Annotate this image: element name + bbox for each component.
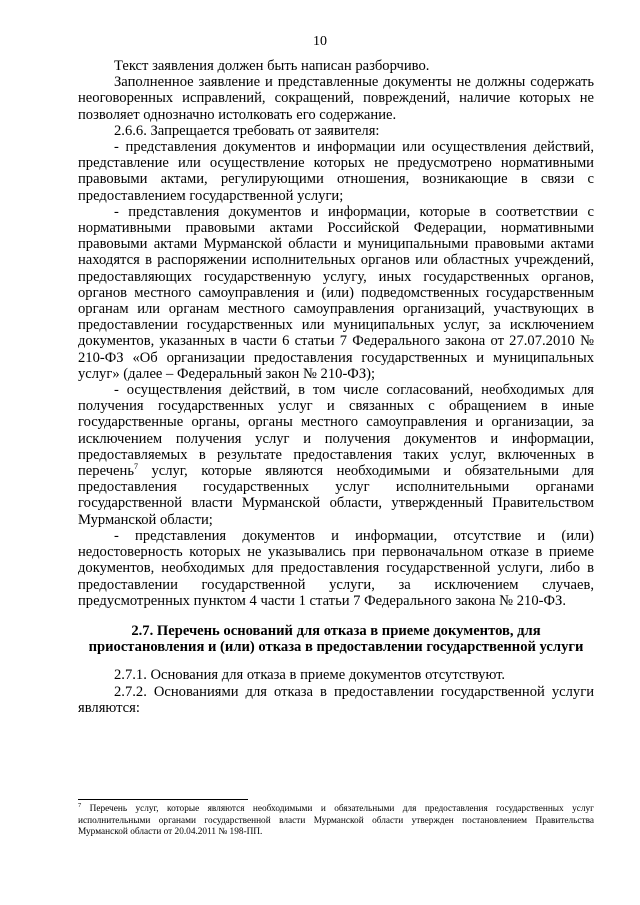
footnote-mark: 7 [78,801,82,809]
footnote [78,801,594,839]
paragraph-2-7-1: 2.7.1. Основания для отказа в приеме документов отсутствуют. [114,667,506,684]
page-number: 10 [313,34,327,49]
paragraph-prohibition-3 [78,382,594,528]
paragraph-prohibition-3-text-before: - осуществления действий, в том числе согласований, необходимых для получения государственных услуг и связанных с обращением в иные государственные органы, органы местного самоуправления и организации, за исключением получения услуг и получения документов и информации, предоставляемых в результате предоставления таких услуг, включенных в перечень [78,382,594,480]
footnote-text: Перечень услуг, которые являются необходимыми и обязательными для предоставления государственных услуг исполнительными органами государственной власти Мурманской области утвержден постановлением Правительства Мурманской области от 20.04.2011 № 198-ПП. [78,804,594,837]
paragraph-legibility: Текст заявления должен быть написан разборчиво. [114,58,430,74]
paragraph-prohibition-2: - представления документов и информации, которые в соответствии с нормативными правовыми актами Российской Федерации, нормативными правовыми актами Мурманской области и муниципальными правовыми актами находятся в распоряжении исполнительных органов или областных учреждений, предоставляющих государственную услугу, иных государственных органов, органов местного самоуправления и (или) подведомственных государственным органам или органам местного самоуправления организаций, участвующих в предоставлении государственных или муниципальных услуг, за исключением документов, указанных в части 6 статьи 7 Федерального закона от 27.07.2010 № 210-ФЗ «Об организации предоставления государственных и муниципальных услуг» (далее – Федеральный закон № 210-ФЗ); [78,203,594,382]
paragraph-prohibition-1: - представления документов и информации или осуществления действий, представление или осуществление которых не предусмотрено нормативными правовыми актами, регулирующими отношения, возникающие в связи с предоставлением государственной услуги; [78,139,594,204]
paragraph-prohibition-3-text-after: услуг, которые являются необходимыми и обязательными для предоставления государственных услуг исполнительными органами государственной власти Мурманской области, утвержденный Правительством Мурманской области; [78,463,594,528]
section-heading-2-7: 2.7. Перечень оснований для отказа в приеме документов, для приостановления и (или) отказа в предоставлении государственной услуги [88,622,584,656]
paragraph-2-7-2: 2.7.2. Основаниями для отказа в предоставлении государственной услуги являются: [78,683,594,716]
paragraph-no-corrections: Заполненное заявление и представленные документы не должны содержать неоговоренных исправлений, сокращений, повреждений, наличие которых не позволяет однозначно истолковать его содержание. [78,74,594,123]
footnote-separator [78,799,248,800]
document-body [78,58,594,716]
footnote-reference: 7 [133,462,138,472]
paragraph-prohibition-4: - представления документов и информации, отсутствие и (или) недостоверность которых не указывались при первоначальном отказе в приеме документов, необходимых для предоставления государственной услуги, либо в предоставлении государственной услуги, за исключением случаев, предусмотренных пунктом 4 части 1 статьи 7 Федерального закона № 210-ФЗ. [78,527,594,609]
paragraph-2-6-6: 2.6.6. Запрещается требовать от заявителя: [114,122,380,139]
